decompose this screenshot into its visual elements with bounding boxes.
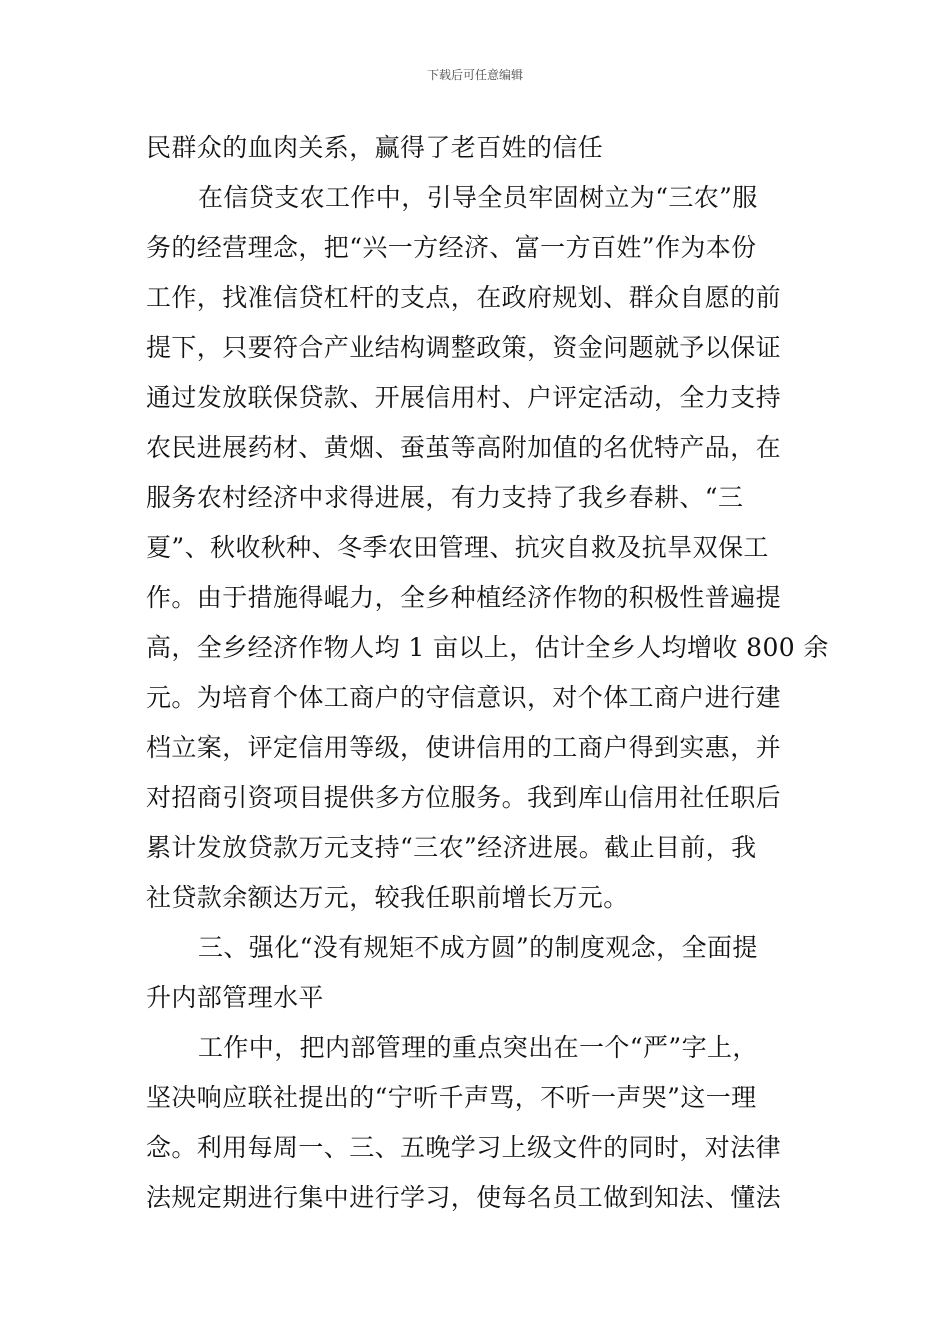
text-line: 高，全乡经济作物人均 1 亩以上，估计全乡人均增收 800 余 [146, 633, 829, 662]
text-line: 民群众的血肉关系，赢得了老百姓的信任 [146, 133, 604, 162]
text-line: 务的经营理念，把“兴一方经济、富一方百姓”作为本份 [146, 233, 757, 262]
text-line: 对招商引资项目提供多方位服务。我到库山信用社任职后 [146, 783, 782, 812]
text-line: 元。为培育个体工商户的守信意识，对个体工商户进行建 [146, 683, 782, 712]
text-line: 累计发放贷款万元支持“三农”经济进展。截止目前，我 [146, 833, 757, 862]
page-header: 下载后可任意编辑 [426, 68, 523, 82]
text-line: 工作，找准信贷杠杆的支点，在政府规划、群众自愿的前 [146, 283, 782, 312]
text-line: 三、强化“没有规矩不成方圆”的制度观念，全面提 [198, 933, 758, 962]
text-line: 社贷款余额达万元，较我任职前增长万元。 [146, 883, 629, 912]
text-line: 档立案，评定信用等级，使讲信用的工商户得到实惠，并 [146, 733, 782, 762]
text-line: 夏”、秋收秋种、冬季农田管理、抗灾自救及抗旱双保工 [146, 533, 769, 562]
text-line: 工作中，把内部管理的重点突出在一个“严”字上， [198, 1033, 758, 1062]
text-line: 念。利用每周一、三、五晚学习上级文件的同时，对法律 [146, 1133, 782, 1162]
text-line: 升内部管理水平 [146, 983, 324, 1012]
text-line: 通过发放联保贷款、开展信用村、户评定活动，全力支持 [146, 383, 782, 412]
text-line: 作。由于措施得崐力，全乡种植经济作物的积极性普遍提 [146, 583, 782, 612]
text-line: 提下，只要符合产业结构调整政策，资金问题就予以保证 [146, 333, 782, 362]
text-line: 在信贷支农工作中，引导全员牢固树立为“三农”服 [198, 183, 758, 212]
text-line: 农民进展药材、黄烟、蚕茧等高附加值的名优特产品，在 [146, 433, 782, 462]
text-line: 坚决响应联社提出的“宁听千声骂，不听一声哭”这一理 [146, 1083, 757, 1112]
body-text [146, 123, 829, 1223]
text-line: 法规定期进行集中进行学习，使每名员工做到知法、懂法 [146, 1183, 782, 1212]
text-line: 服务农村经济中求得进展，有力支持了我乡春耕、“三 [146, 483, 744, 512]
